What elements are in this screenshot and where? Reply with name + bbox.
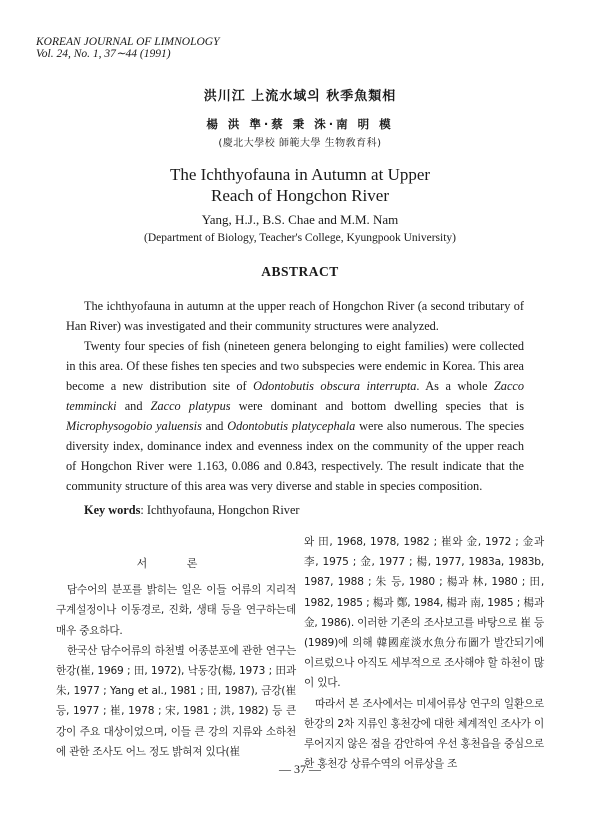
keywords: [84, 503, 300, 518]
intro-paragraph-1: 담수어의 분포를 밝히는 일은 이들 어류의 지리적 구계설정이나 이동경로, 진화, 생태 등을 연구하는데 매우 중요하다.: [56, 584, 296, 637]
affiliation: (Department of Biology, Teacher's College, Kyungpook University): [143, 232, 457, 244]
keywords-value: : Ichthyofauna, Hongchon River: [140, 503, 300, 517]
authors: Yang, H.J., B.S. Chae and M.M. Nam: [201, 212, 399, 227]
species-name: Zacco platypus: [150, 399, 231, 413]
abstract-text: were also numerous. The species diversity index, dominance index and evenness index on the community of the upper reach of Hongchon River were 1.163, 0.086 and 0.843, respectively. The result indicate that the community structure of this area was very diverse and stable in species composition.: [66, 419, 524, 493]
left-column: [56, 532, 296, 762]
abstract-text: and: [116, 399, 151, 413]
right-column: [304, 532, 544, 774]
abstract-body: [66, 296, 524, 496]
english-title-line2: Reach of Hongchon River: [211, 186, 389, 205]
abstract-text: and: [201, 419, 228, 433]
species-name: Zacco temmincki: [66, 379, 525, 413]
abstract-paragraph-1: The ichthyofauna in autumn at the upper reach of Hongchon River (a second tributary of Han River) was investigated and their community structures were analyzed.: [66, 299, 524, 333]
species-name: Microphysogobio yaluensis: [66, 419, 202, 433]
english-title: [0, 164, 600, 206]
abstract-text: Twenty four species of fish (nineteen genera belonging to eight families) were collected in this area. Of these fishes ten species and two subspecies were endemic in Korea. This area become a new distribution site of: [66, 339, 524, 393]
keywords-label: Key words: [84, 503, 141, 517]
korean-title: 洪川江 上流水域의 秋季魚類相: [203, 89, 397, 104]
right-paragraph-1: 와 田, 1968, 1978, 1982 ; 崔와 金, 1972 ; 金과 李, 1975 ; 金, 1977 ; 楊, 1977, 1983a, 1983b, 1987, 1988 ; 朱 등, 1980 ; 楊과 林, 1980 ; 田, 1982, 1985 ; 楊과 鄭, 1984, 楊과 南, 1985 ; 楊과 金, 1986). 이러한 기존의 조사보고를 바탕으로 崔 등(1989)에 의해 韓國産淡水魚分布圖가 발간되기에 이르렀으나 아직도 세부적으로 조사해야 할 하천이 많이 있다.: [304, 536, 544, 690]
abstract-text: . As a whole: [416, 379, 494, 393]
english-title-line1: The Ichthyofauna in Autumn at Upper: [169, 165, 431, 184]
species-name: Odontobutis platycephala: [227, 419, 356, 433]
right-paragraph-2: 따라서 본 조사에서는 미세어류상 연구의 일환으로 한강의 2차 지류인 홍천강에 대한 체계적인 조사가 이루어지지 않은 점을 감안하여 우선 홍천읍을 중심으로 한 홍천강 상류수역의 어류상을 조: [304, 697, 544, 771]
korean-authors: 楊 洪 準·蔡 秉 洙·南 明 模: [206, 117, 394, 131]
korean-affiliation: (慶北大學校 師範大學 生物敎育科): [218, 138, 382, 149]
abstract-heading: ABSTRACT: [261, 264, 339, 279]
journal-citation: Vol. 24, No. 1, 37∼44 (1991): [36, 48, 171, 60]
page-number: — 37 —: [279, 762, 321, 776]
intro-paragraph-2: 한국산 담수어류의 하천별 어종분포에 관한 연구는 한강(崔, 1969 ; 田, 1972), 낙동강(楊, 1973 ; 田과 朱, 1977 ; Yang et al., 1981 ; 田, 1987), 금강(崔 등, 1977 ; 崔, 1978 ; 宋, 1981 ; 洪, 1982) 등 큰 강이 주요 대상이었으며, 이들 큰 강의 지류와 소하천에 관한 조사도 어느 정도 밝혀져 있다(崔: [56, 644, 296, 758]
journal-header: [36, 36, 219, 60]
section-heading-introduction: 서 론: [136, 557, 216, 570]
abstract-paragraph-2: [66, 336, 524, 496]
journal-name: KOREAN JOURNAL OF LIMNOLOGY: [36, 36, 220, 48]
abstract-text: were dominant and bottom dwelling species that is: [230, 399, 524, 413]
species-name: Odontobutis obscura interrupta: [253, 379, 417, 393]
